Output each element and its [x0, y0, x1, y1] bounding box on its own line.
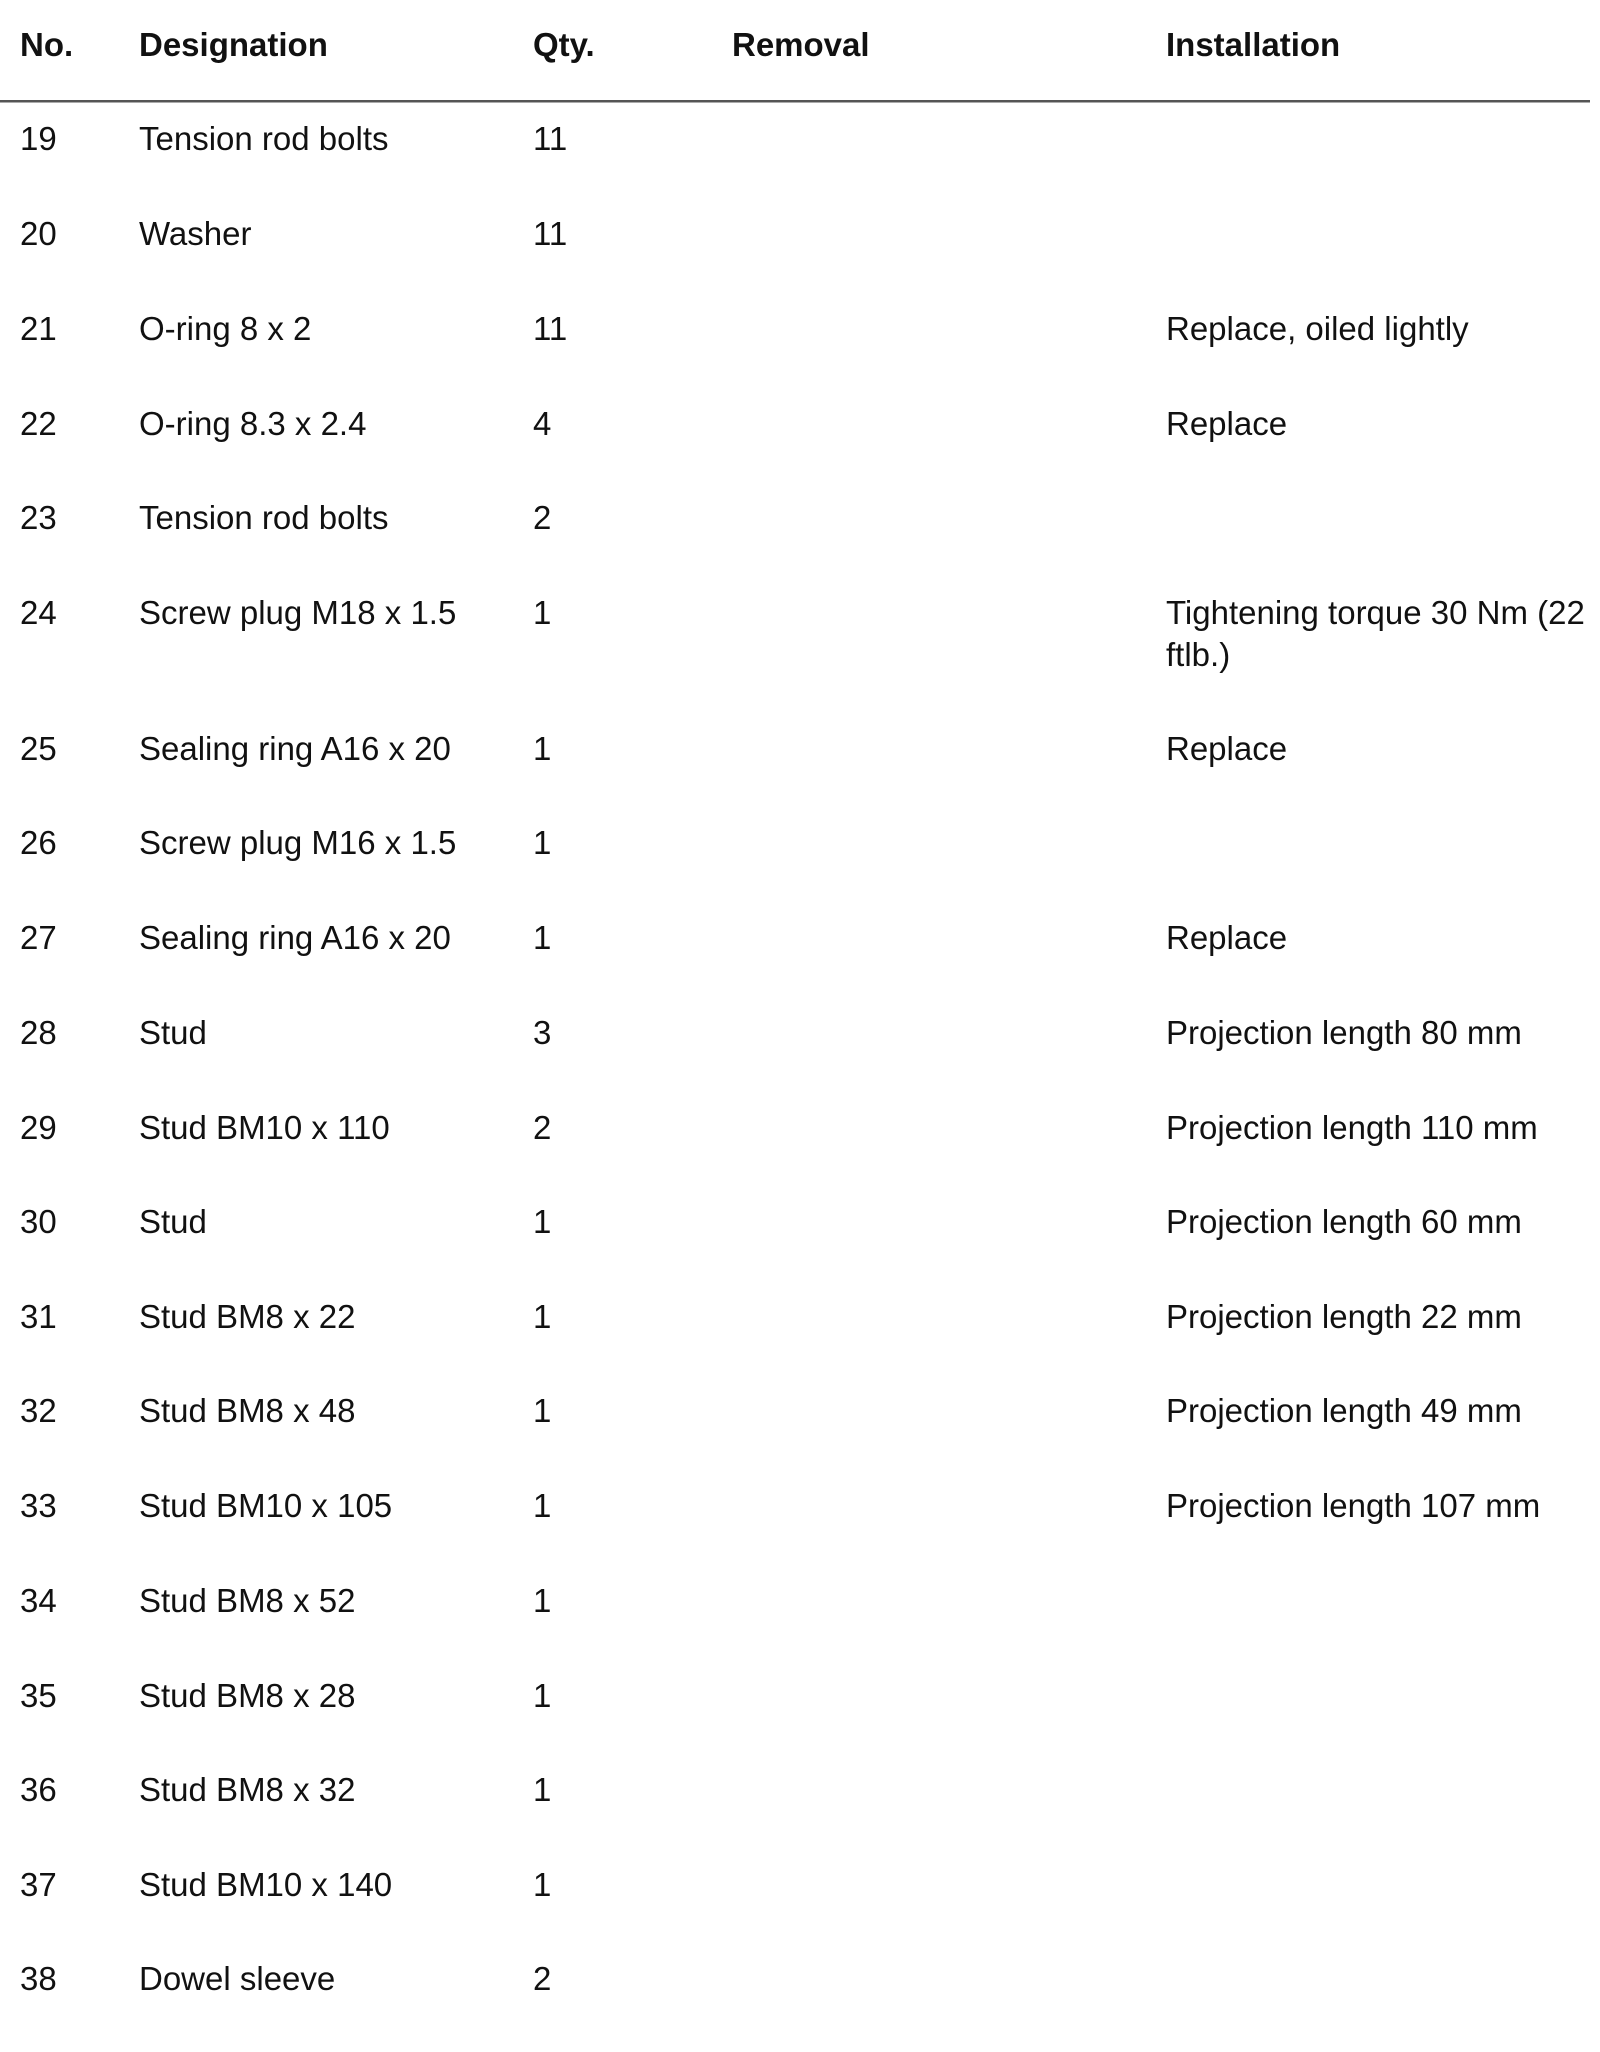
- row-qty: 1: [533, 1487, 552, 1524]
- table-row: [0, 1675, 1600, 1769]
- row-designation: Stud BM10 x 110: [139, 1109, 390, 1146]
- row-designation: Stud BM8 x 32: [139, 1771, 356, 1808]
- row-number: 21: [20, 310, 57, 347]
- row-designation: Tension rod bolts: [139, 499, 389, 536]
- table-row: [0, 917, 1600, 1011]
- row-number: 20: [20, 215, 57, 252]
- row-number: 23: [20, 499, 57, 536]
- row-installation: Projection length 60 mm: [1166, 1203, 1522, 1240]
- row-number: 22: [20, 405, 57, 442]
- row-installation: Projection length 80 mm: [1166, 1014, 1522, 1051]
- table-row: [0, 592, 1600, 686]
- row-qty: 1: [533, 1771, 552, 1808]
- header-removal: Removal: [732, 26, 870, 63]
- row-number: 35: [20, 1677, 57, 1714]
- row-number: 24: [20, 594, 57, 631]
- row-number: 29: [20, 1109, 57, 1146]
- table-row: [0, 497, 1600, 591]
- table-row: [0, 1012, 1600, 1106]
- table-row: [0, 308, 1600, 402]
- row-installation: Projection length 22 mm: [1166, 1298, 1522, 1335]
- table-row: [0, 213, 1600, 307]
- row-qty: 11: [533, 310, 568, 347]
- header-installation: Installation: [1166, 26, 1341, 63]
- header-qty: Qty.: [533, 26, 595, 63]
- row-number: 37: [20, 1866, 57, 1903]
- table-row: [0, 1958, 1600, 2052]
- row-designation: Sealing ring A16 x 20: [139, 919, 451, 956]
- header-designation: Designation: [139, 26, 328, 63]
- row-qty: 1: [533, 1582, 552, 1619]
- row-designation: Stud BM10 x 140: [139, 1866, 393, 1903]
- row-designation: Stud: [139, 1014, 207, 1051]
- row-qty: 4: [533, 405, 552, 442]
- row-designation: Dowel sleeve: [139, 1960, 336, 1997]
- row-number: 32: [20, 1392, 57, 1429]
- row-number: 36: [20, 1771, 57, 1808]
- row-number: 31: [20, 1298, 57, 1335]
- row-qty: 3: [533, 1014, 552, 1051]
- row-qty: 2: [533, 1109, 552, 1146]
- header-divider: [0, 100, 1590, 102]
- row-designation: Screw plug M16 x 1.5: [139, 824, 457, 861]
- row-designation: Washer: [139, 215, 252, 252]
- row-designation: Stud BM8 x 22: [139, 1298, 356, 1335]
- row-qty: 11: [533, 215, 568, 252]
- row-designation: Stud: [139, 1203, 207, 1240]
- row-designation: Stud BM8 x 28: [139, 1677, 356, 1714]
- table-row: [0, 728, 1600, 822]
- table-row: [0, 1390, 1600, 1484]
- row-designation: O-ring 8 x 2: [139, 310, 312, 347]
- row-number: 38: [20, 1960, 57, 1997]
- table-row: [0, 118, 1600, 212]
- row-number: 25: [20, 730, 57, 767]
- table-header: [0, 0, 1600, 92]
- row-designation: Screw plug M18 x 1.5: [139, 594, 457, 631]
- row-qty: 1: [533, 1392, 552, 1429]
- row-qty: 1: [533, 1203, 552, 1240]
- row-qty: 11: [533, 120, 568, 157]
- row-number: 26: [20, 824, 57, 861]
- row-installation: Projection length 110 mm: [1166, 1109, 1538, 1146]
- row-installation: Projection length 107 mm: [1166, 1487, 1541, 1524]
- table-row: [0, 1296, 1600, 1390]
- header-no: No.: [20, 26, 74, 63]
- row-number: 27: [20, 919, 57, 956]
- row-number: 33: [20, 1487, 57, 1524]
- row-designation: Sealing ring A16 x 20: [139, 730, 451, 767]
- row-qty: 1: [533, 824, 552, 861]
- row-installation: Replace: [1166, 919, 1288, 956]
- row-number: 19: [20, 120, 57, 157]
- table-row: [0, 1107, 1600, 1201]
- table-row: [0, 403, 1600, 497]
- row-number: 28: [20, 1014, 57, 1051]
- row-designation: Tension rod bolts: [139, 120, 389, 157]
- row-designation: Stud BM8 x 48: [139, 1392, 356, 1429]
- table-row: [0, 1485, 1600, 1579]
- row-qty: 1: [533, 730, 552, 767]
- table-row: [0, 1580, 1600, 1674]
- table-row: [0, 1769, 1600, 1863]
- row-qty: 1: [533, 1298, 552, 1335]
- row-qty: 1: [533, 919, 552, 956]
- table-row: [0, 1201, 1600, 1295]
- row-qty: 2: [533, 499, 552, 536]
- row-qty: 1: [533, 594, 552, 631]
- row-number: 30: [20, 1203, 57, 1240]
- row-installation: Replace, oiled lightly: [1166, 310, 1469, 347]
- row-qty: 2: [533, 1960, 552, 1997]
- row-installation: Projection length 49 mm: [1166, 1392, 1522, 1429]
- row-designation: O-ring 8.3 x 2.4: [139, 405, 367, 442]
- row-installation: Tightening torque 30 Nm (22 ftlb.): [1166, 594, 1585, 673]
- row-qty: 1: [533, 1866, 552, 1903]
- row-designation: Stud BM8 x 52: [139, 1582, 356, 1619]
- table-row: [0, 1864, 1600, 1958]
- table-row: [0, 822, 1600, 916]
- row-qty: 1: [533, 1677, 552, 1714]
- row-designation: Stud BM10 x 105: [139, 1487, 393, 1524]
- row-installation: Replace: [1166, 730, 1288, 767]
- row-number: 34: [20, 1582, 57, 1619]
- row-installation: Replace: [1166, 405, 1288, 442]
